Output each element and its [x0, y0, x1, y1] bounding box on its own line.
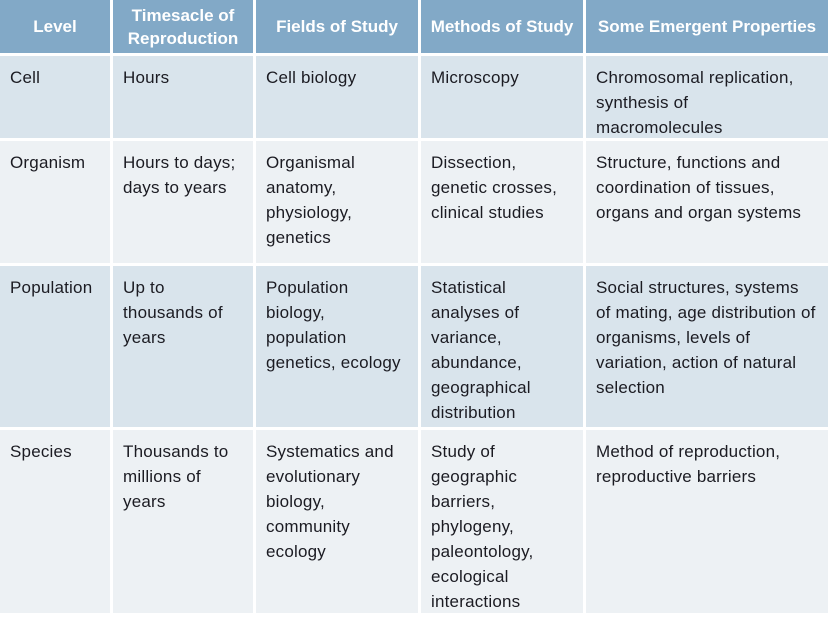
cell-row-species-timescale: Thousands to millions of years — [113, 430, 253, 613]
cell-row-cell-properties: Chromosomal replication, synthesis of macromolecules — [586, 56, 828, 138]
cell-row-species-methods: Study of geographic barriers, phylogeny, paleontology, ecological interactions — [421, 430, 583, 613]
header-cell-methods-of-study: Methods of Study — [421, 0, 583, 53]
cell-row-organism-timescale: Hours to days; days to years — [113, 141, 253, 263]
cell-row-cell-timescale: Hours — [113, 56, 253, 138]
cell-row-species-fields: Systematics and evolutionary biology, community ecology — [256, 430, 418, 613]
header-cell-fields-of-study: Fields of Study — [256, 0, 418, 53]
cell-row-species-properties: Method of reproduction, reproductive barriers — [586, 430, 828, 613]
header-cell-timescale-of-reproduction: Timesacle of Reproduction — [113, 0, 253, 53]
header-cell-level: Level — [0, 0, 110, 53]
cell-row-cell-fields: Cell biology — [256, 56, 418, 138]
cell-row-population-fields: Population biology, population genetics, ecology — [256, 266, 418, 427]
header-cell-some-emergent-properties: Some Emergent Properties — [586, 0, 828, 53]
cell-row-organism-fields: Organismal anatomy, physiology, genetics — [256, 141, 418, 263]
cell-row-species-level: Species — [0, 430, 110, 613]
cell-row-organism-properties: Structure, functions and coordination of tissues, organs and organ systems — [586, 141, 828, 263]
cell-row-cell-methods: Microscopy — [421, 56, 583, 138]
cell-row-organism-methods: Dissection, genetic crosses, clinical studies — [421, 141, 583, 263]
cell-row-organism-level: Organism — [0, 141, 110, 263]
cell-row-population-timescale: Up to thousands of years — [113, 266, 253, 427]
cell-row-population-level: Population — [0, 266, 110, 427]
cell-row-population-properties: Social structures, systems of mating, age distribution of organisms, levels of variation, action of natural selection — [586, 266, 828, 427]
cell-row-cell-level: Cell — [0, 56, 110, 138]
cell-row-population-methods: Statistical analyses of variance, abundance, geographical distribution — [421, 266, 583, 427]
